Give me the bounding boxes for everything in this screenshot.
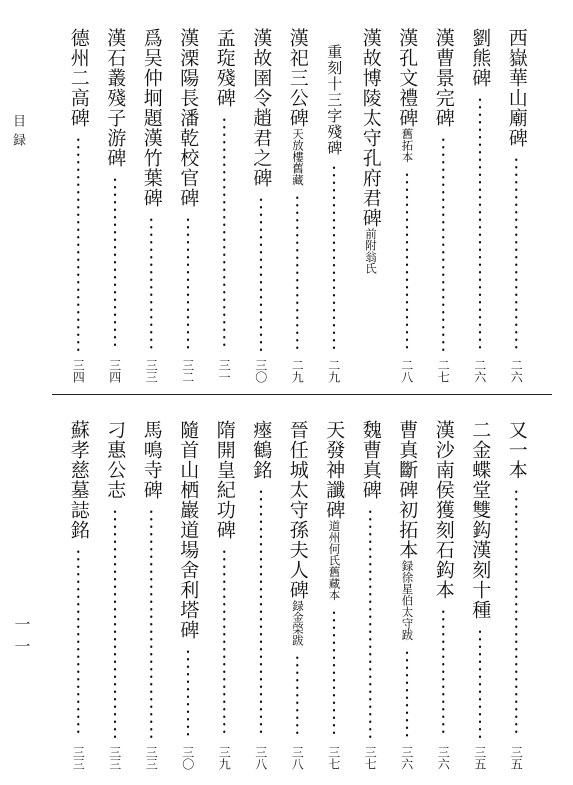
toc-entry bbox=[243, 28, 280, 383]
dot-leader bbox=[389, 649, 426, 739]
dot-leader bbox=[97, 508, 134, 738]
entry-note: 録金棨跋 bbox=[291, 600, 305, 646]
entry-title: 漢曹景完碑 bbox=[432, 28, 455, 128]
entry-page-number: 三二 bbox=[180, 359, 195, 383]
entry-page-number: 二六 bbox=[509, 359, 524, 383]
toc-entry bbox=[170, 28, 207, 383]
section-divider bbox=[52, 394, 552, 395]
entry-title: 孟琁殘碑 bbox=[213, 28, 236, 108]
toc-entry bbox=[206, 28, 243, 383]
dot-leader bbox=[389, 171, 426, 352]
entry-page-number: 二七 bbox=[436, 359, 451, 383]
entry-title: 隨首山栖巖道場舍利塔碑 bbox=[177, 420, 200, 640]
entry-title: 曹真斷碑初拓本 bbox=[396, 420, 419, 560]
entry-note: 録徐星伯太守跋 bbox=[400, 560, 415, 641]
section-label: 目録 bbox=[10, 114, 25, 152]
entry-page-number: 三六 bbox=[399, 746, 414, 770]
entry-page-number: 三九 bbox=[217, 746, 232, 770]
entry-page-number: 三八 bbox=[253, 746, 268, 770]
toc-column-top bbox=[60, 28, 535, 383]
entry-note: 天放樓舊藏 bbox=[291, 128, 305, 186]
dot-leader bbox=[425, 608, 462, 738]
entry-title: 漢故博陵太守孔府君碑 bbox=[359, 28, 382, 228]
entry-page-number: 三三 bbox=[107, 746, 122, 770]
toc-entry bbox=[425, 420, 462, 770]
toc-entry bbox=[425, 28, 462, 383]
entry-page-number: 三八 bbox=[290, 746, 305, 770]
entry-page-number: 三六 bbox=[436, 746, 451, 770]
entry-page-number: 三七 bbox=[326, 746, 341, 770]
entry-title: 蘇孝慈墓誌銘 bbox=[67, 420, 90, 540]
entry-title: 漢沙南侯獲刻石鈎本 bbox=[432, 420, 455, 600]
toc-column-bottom bbox=[60, 420, 535, 770]
dot-leader bbox=[352, 508, 389, 738]
entry-page-number: 三三 bbox=[144, 359, 159, 383]
toc-entry bbox=[97, 28, 134, 383]
toc-entry bbox=[462, 420, 499, 770]
toc-entry bbox=[498, 28, 535, 383]
dot-leader bbox=[133, 216, 170, 351]
dot-leader bbox=[170, 216, 207, 351]
toc-entry bbox=[97, 420, 134, 770]
entry-title: 晉任城太守孫夫人碑 bbox=[286, 420, 309, 600]
dot-leader bbox=[243, 488, 280, 738]
entry-title: 漢石叢殘子游碑 bbox=[104, 28, 127, 168]
toc-entry bbox=[133, 420, 170, 770]
entry-page-number: 三三 bbox=[71, 746, 86, 770]
dot-leader bbox=[316, 609, 353, 739]
entry-page-number: 三四 bbox=[71, 359, 86, 383]
dot-leader bbox=[206, 116, 243, 351]
entry-title: 爲吴仲坰題漢竹葉碑 bbox=[140, 28, 163, 208]
toc-entry bbox=[206, 420, 243, 770]
toc-entry bbox=[279, 420, 316, 770]
entry-title: 馬鳴寺碑 bbox=[140, 420, 163, 500]
toc-entry bbox=[462, 28, 499, 383]
toc-entry bbox=[352, 420, 389, 770]
entry-page-number: 三四 bbox=[107, 359, 122, 383]
toc-entry bbox=[352, 28, 389, 383]
entry-page-number: 三五 bbox=[472, 746, 487, 770]
toc-entry bbox=[316, 420, 353, 770]
entry-title: 又一本 bbox=[505, 420, 528, 480]
entry-title: 魏曹真碑 bbox=[359, 420, 382, 500]
toc-entry bbox=[243, 420, 280, 770]
entry-page-number: 三〇 bbox=[253, 359, 268, 383]
entry-page-number: 二六 bbox=[472, 359, 487, 383]
dot-leader bbox=[462, 628, 499, 738]
dot-leader bbox=[60, 548, 97, 738]
entry-title: 天發神讖碑 bbox=[323, 420, 346, 520]
entry-title: 刁惠公志 bbox=[104, 420, 127, 500]
entry-page-number: 三七 bbox=[363, 746, 378, 770]
toc-entry bbox=[389, 28, 426, 383]
entry-title: 瘞鶴銘 bbox=[250, 420, 273, 480]
entry-page-number: 三五 bbox=[509, 746, 524, 770]
entry-note: 道州何氏舊藏本 bbox=[327, 520, 342, 601]
entry-page-number: 三〇 bbox=[180, 746, 195, 770]
toc-entry bbox=[316, 28, 353, 383]
dot-leader bbox=[498, 488, 535, 738]
entry-title: 漢故圉令趙君之碑 bbox=[250, 28, 273, 188]
entry-page-number: 二九 bbox=[326, 359, 341, 383]
entry-title: 重刻十三字殘碑 bbox=[325, 44, 344, 156]
toc-entry bbox=[133, 28, 170, 383]
entry-note: 前附翁氏 bbox=[364, 228, 378, 274]
entry-title: 漢溧陽長潘乾校官碑 bbox=[177, 28, 200, 208]
entry-page-number: 二九 bbox=[290, 359, 305, 383]
entry-title: 德州二高碑 bbox=[67, 28, 90, 128]
entry-page-number: 三一 bbox=[217, 359, 232, 383]
toc-entry bbox=[170, 420, 207, 770]
dot-leader bbox=[206, 548, 243, 738]
toc-entry bbox=[498, 420, 535, 770]
toc-entry bbox=[279, 28, 316, 383]
toc-entry bbox=[389, 420, 426, 770]
dot-leader bbox=[97, 176, 134, 351]
dot-leader bbox=[60, 136, 97, 351]
dot-leader bbox=[279, 194, 316, 352]
dot-leader bbox=[498, 156, 535, 351]
dot-leader bbox=[279, 654, 316, 738]
dot-leader bbox=[243, 196, 280, 351]
dot-leader bbox=[425, 136, 462, 351]
dot-leader bbox=[316, 164, 353, 351]
dot-leader bbox=[462, 96, 499, 351]
entry-page-number: 三三 bbox=[144, 746, 159, 770]
entry-note: 舊拓本 bbox=[400, 128, 415, 163]
entry-title: 二金蝶堂雙鈎漢刻十種 bbox=[469, 420, 492, 620]
dot-leader bbox=[170, 648, 207, 738]
page-number: 一一 bbox=[12, 616, 31, 660]
entry-title: 西嶽華山廟碑 bbox=[505, 28, 528, 148]
entry-page-number: 二八 bbox=[399, 359, 414, 383]
entry-title: 隋開皇紀功碑 bbox=[213, 420, 236, 540]
toc-entry bbox=[60, 28, 97, 383]
dot-leader bbox=[133, 508, 170, 738]
entry-title: 劉熊碑 bbox=[469, 28, 492, 88]
entry-title: 漢孔文禮碑 bbox=[396, 28, 419, 128]
toc-entry bbox=[60, 420, 97, 770]
entry-title: 漢祀三公碑 bbox=[286, 28, 309, 128]
